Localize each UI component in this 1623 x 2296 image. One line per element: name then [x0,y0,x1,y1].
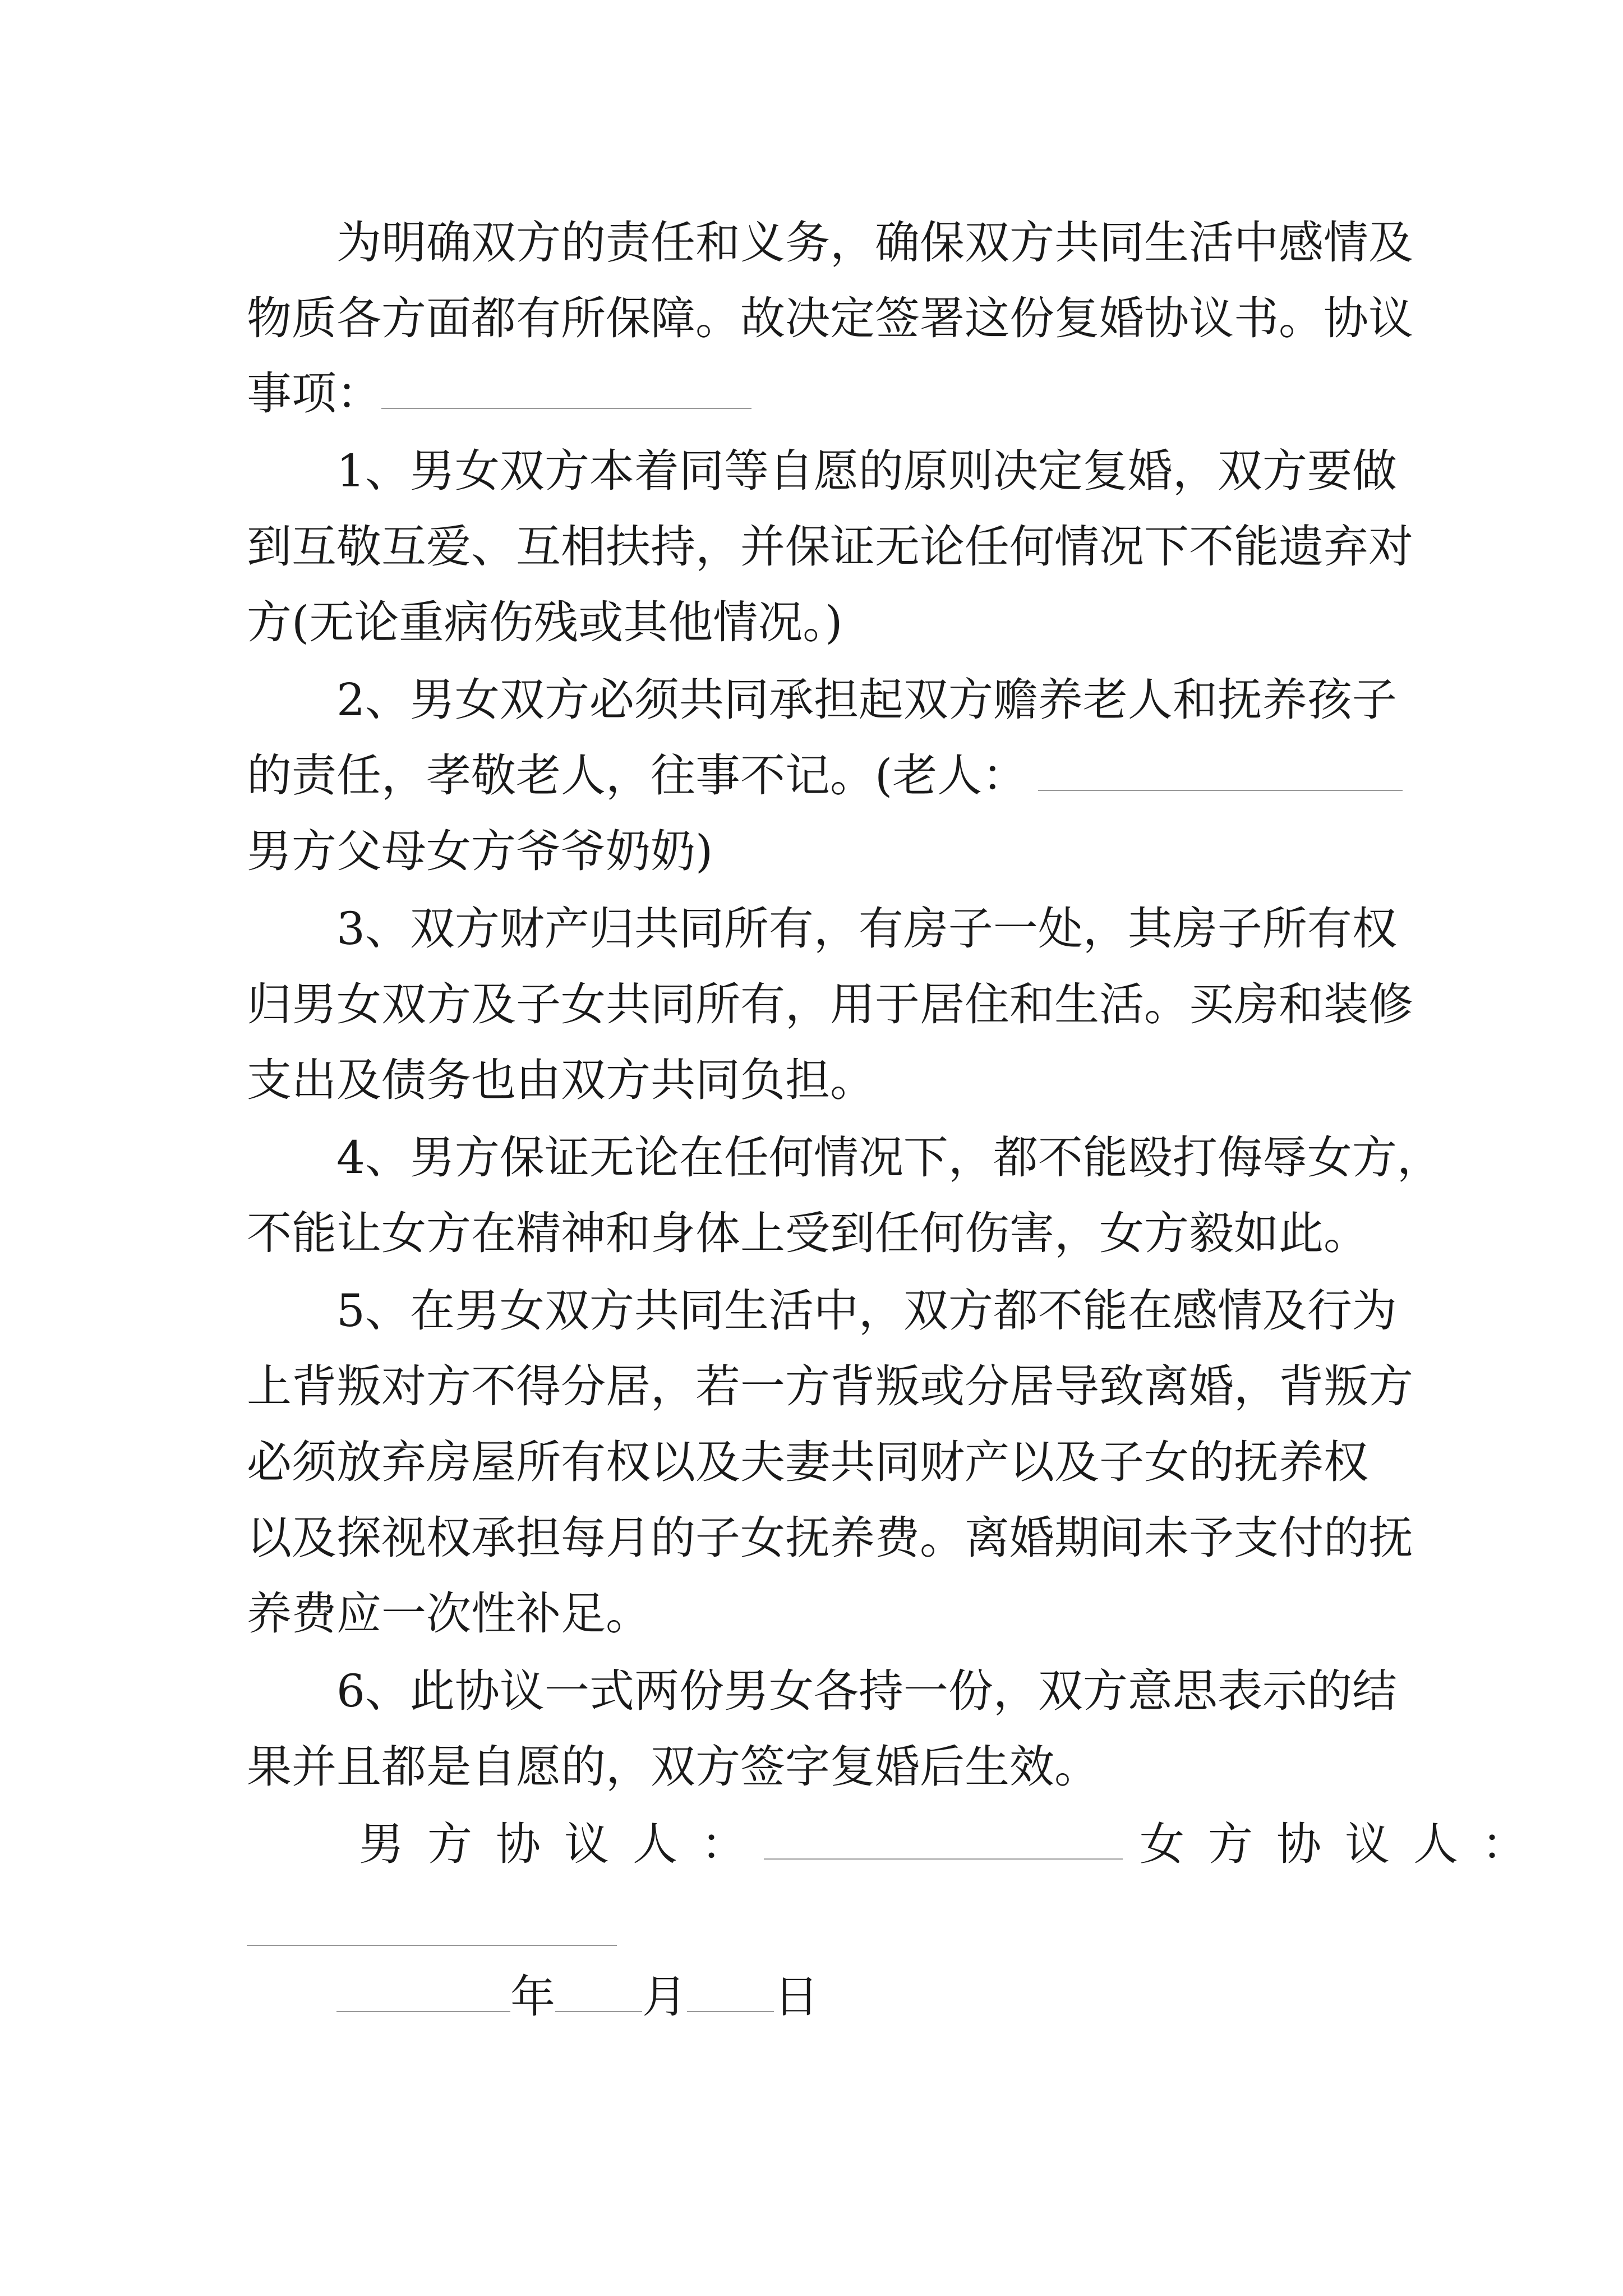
month-label: 月 [642,1971,687,2023]
female-signatory-label: 女方协议人： [1140,1818,1550,1870]
clause-3-line-1: 3、双方财产归共同所有，有房子一处，其房子所有权 [336,903,1397,955]
clause-2-line-1: 2、男女双方必须共同承担起双方赡养老人和抚养孩子 [336,674,1397,726]
year-label: 年 [510,1971,555,2023]
preamble-line-3 [247,366,751,422]
clause-5-line-4: 以及探视权承担每月的子女抚养费。离婚期间未予支付的抚 [247,1512,1413,1564]
clause-3-line-3: 支出及债务也由双方共同负担。 [247,1054,875,1106]
clause-5-line-5: 养费应一次性补足。 [247,1588,651,1640]
female-signature-line [247,1903,617,1959]
clause-4-line-1: 4、男方保证无论在任何情况下，都不能殴打侮辱女方， [336,1131,1442,1184]
clause-3-line-2: 归男女双方及子女共同所有，用于居住和生活。买房和装修 [247,978,1413,1030]
clause-5-line-3: 必须放弃房屋所有权以及夫妻共同财产以及子女的抚养权 [247,1436,1368,1488]
clause-6-line-2: 果并且都是自愿的，双方签字复婚后生效。 [247,1741,1099,1793]
date-line [336,1969,819,2025]
month-blank[interactable] [555,2008,642,2012]
clause-1-line-1: 1、男女双方本着同等自愿的原则决定复婚，双方要做 [336,445,1397,497]
female-signature-blank[interactable] [247,1941,617,1946]
elders-blank[interactable] [1038,786,1403,791]
preamble-line-1: 为明确双方的责任和义务，确保双方共同生活中感情及 [336,217,1413,269]
signature-line [359,1816,1550,1872]
clause-5-line-2: 上背叛对方不得分居，若一方背叛或分居导致离婚，背叛方 [247,1360,1413,1412]
clause-4-line-2: 不能让女方在精神和身体上受到任何伤害，女方毅如此。 [247,1207,1368,1259]
day-label: 日 [774,1971,819,2023]
clause-1-line-3: 方(无论重病伤残或其他情况。) [247,596,843,648]
year-blank[interactable] [336,2008,510,2012]
preamble-line-3-text: 事项： [247,367,381,420]
male-signatory-label: 男方协议人： [359,1818,769,1870]
agreement-items-blank[interactable] [381,404,751,409]
clause-2-line-2 [247,748,1403,804]
clause-1-line-2: 到互敬互爱、互相扶持，并保证无论任何情况下不能遗弃对 [247,521,1413,573]
clause-2-line-3: 男方父母女方爷爷奶奶) [247,825,713,877]
clause-5-line-1: 5、在男女双方共同生活中，双方都不能在感情及行为 [336,1285,1397,1337]
day-blank[interactable] [687,2008,774,2012]
male-signature-blank[interactable] [764,1855,1123,1860]
preamble-line-2: 物质各方面都有所保障。故决定签署这份复婚协议书。协议 [247,292,1413,344]
clause-2-line-2-text: 的责任，孝敬老人，往事不记。(老人： [247,749,1027,802]
clause-6-line-1: 6、此协议一式两份男女各持一份，双方意思表示的结 [336,1665,1397,1717]
